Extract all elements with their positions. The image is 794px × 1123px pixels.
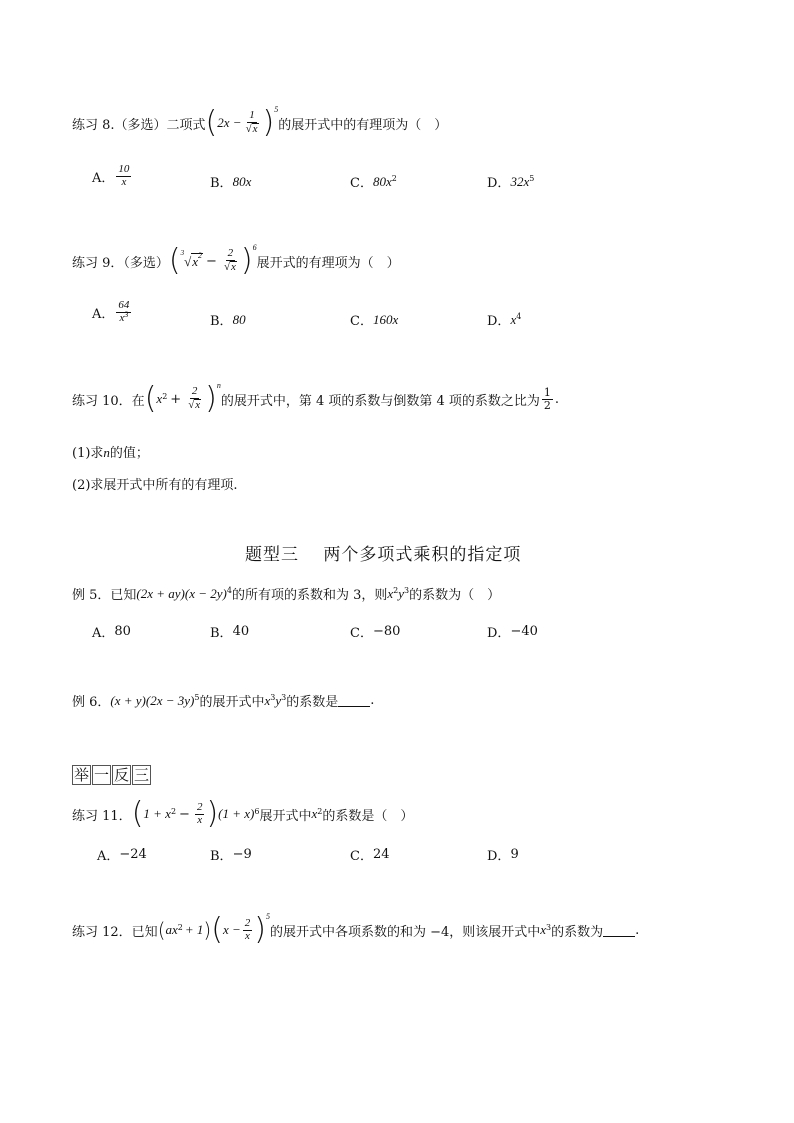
exercise-11-tail: 的系数是（ ） xyxy=(322,808,414,824)
root-body: x xyxy=(192,253,199,269)
expr-a-sup: 2 xyxy=(177,922,183,932)
option-letter: C． xyxy=(350,626,373,641)
ratio-fraction xyxy=(542,387,553,411)
fraction-numerator: 2 xyxy=(244,916,251,929)
term-b-sup: 3 xyxy=(404,586,410,595)
option-a[interactable] xyxy=(92,164,133,188)
option-c[interactable] xyxy=(350,310,398,329)
exercise-10-label: 练习 10．在 xyxy=(72,393,145,409)
option-letter: A． xyxy=(92,626,115,641)
sqrt-body: x xyxy=(252,123,258,135)
plus-sign: + xyxy=(170,391,182,407)
period: . xyxy=(370,693,375,708)
option-letter: A． xyxy=(92,306,115,322)
option-text: 80 xyxy=(114,624,131,639)
right-paren: ) xyxy=(205,381,217,416)
expr: (x + y)(2x − 3y) xyxy=(110,692,195,708)
expr-term: 2x − xyxy=(217,115,242,130)
term: x xyxy=(311,806,318,821)
option-letter: D． xyxy=(487,314,511,329)
exercise-11-label: 练习 11． xyxy=(72,808,132,824)
fraction-denominator: √x xyxy=(245,123,258,135)
fraction xyxy=(186,386,203,411)
boxed-char: 一 xyxy=(94,766,110,784)
option-d[interactable] xyxy=(487,172,534,191)
option-text: 24 xyxy=(372,847,390,862)
option-text: 32x xyxy=(510,173,530,189)
left-paren: ( xyxy=(211,912,223,947)
fraction xyxy=(244,110,261,135)
term-b-sup: 3 xyxy=(281,693,287,702)
left-paren: ( xyxy=(205,105,218,140)
exponent: 6 xyxy=(252,242,257,252)
example-6-stem xyxy=(72,691,374,710)
boxed-char: 举 xyxy=(74,766,90,784)
example-6-label: 例 6． xyxy=(72,695,111,710)
fraction-numerator: 10 xyxy=(118,163,130,175)
term-sup: 2 xyxy=(317,806,323,816)
option-letter: D． xyxy=(487,849,511,864)
expr-sup: 2 xyxy=(170,806,177,816)
fraction-numerator: 2 xyxy=(191,385,198,398)
option-text: 80x xyxy=(372,173,392,189)
exercise-12-tail: 的系数为 xyxy=(551,924,604,940)
boxed-char: 反 xyxy=(114,766,130,784)
exercise-10-q2: (2)求展开式中所有的有理项. xyxy=(72,478,238,493)
period: . xyxy=(554,391,560,407)
q1-suffix: 的值； xyxy=(109,446,149,461)
expr-a: ax xyxy=(165,922,178,937)
exercise-12-stem xyxy=(72,911,640,947)
sqrt-body: x xyxy=(195,399,201,411)
example-5-mid: 的所有项的系数和为 3，则 xyxy=(231,588,388,603)
example-6-mid: 的展开式中 xyxy=(199,695,265,710)
option-d[interactable] xyxy=(487,845,519,864)
option-a[interactable] xyxy=(92,622,131,641)
fraction-denominator: x xyxy=(245,929,250,942)
expr-a-tail: + 1 xyxy=(184,922,204,937)
fraction-denominator: x xyxy=(197,813,203,826)
exercise-8-tail: 的展开式中的有理项为（ ） xyxy=(278,117,448,133)
right-paren: ) xyxy=(203,918,212,942)
minus-sign: − xyxy=(179,806,190,822)
option-sup: 2 xyxy=(391,174,397,183)
root-index: 3 xyxy=(180,248,185,257)
fraction xyxy=(222,248,239,273)
exercise-11-mid: 展开式中 xyxy=(259,808,312,824)
fraction-denominator: √x xyxy=(188,399,201,411)
fraction xyxy=(116,300,131,324)
q1-prefix: (1)求 xyxy=(72,446,104,461)
option-text: −24 xyxy=(119,847,147,862)
option-text: −40 xyxy=(510,624,538,639)
example-5-tail: 的系数为（ ） xyxy=(409,588,501,603)
term-b: y xyxy=(398,585,405,601)
term-a: x xyxy=(264,692,271,708)
option-c[interactable] xyxy=(350,845,390,864)
fraction-numerator: 1 xyxy=(543,385,551,399)
exercise-12-mid: 的展开式中各项系数的和为 −4，则该展开式中 xyxy=(269,924,541,940)
option-text: 80x xyxy=(232,173,252,189)
sqrt-body: x xyxy=(231,261,236,273)
exponent: 5 xyxy=(194,693,200,702)
option-letter: D． xyxy=(487,176,511,191)
q1-variable: n xyxy=(103,445,110,460)
option-c[interactable] xyxy=(350,172,397,191)
option-letter: B． xyxy=(210,176,233,191)
fraction xyxy=(116,164,131,188)
fraction-numerator: 64 xyxy=(118,299,130,311)
cube-root: $^3√x^2$ xyxy=(180,248,203,269)
option-letter: A． xyxy=(97,849,120,864)
option-a[interactable] xyxy=(97,845,147,864)
term-sup: 3 xyxy=(546,922,552,932)
option-sup: 4 xyxy=(516,312,522,321)
exercise-10-stem xyxy=(72,380,560,416)
fraction-numerator: 2 xyxy=(227,247,234,260)
option-letter: B． xyxy=(210,849,233,864)
option-letter: C． xyxy=(350,314,373,329)
left-paren: ( xyxy=(168,243,181,278)
exponent: 6 xyxy=(254,806,260,816)
exercise-8-stem xyxy=(72,104,448,140)
option-letter: B． xyxy=(210,314,233,329)
option-letter: B． xyxy=(210,626,233,641)
example-5-stem xyxy=(72,584,500,603)
expr: (2x + ay)(x − 2y) xyxy=(136,585,227,601)
exponent: 5 xyxy=(274,104,279,114)
expr-b: x − xyxy=(222,922,241,937)
option-text: 80 xyxy=(232,311,246,327)
option-text: −80 xyxy=(372,624,401,639)
option-text: 40 xyxy=(232,624,250,639)
fraction-denominator: √x xyxy=(223,261,236,273)
exercise-10-tail: 的展开式中，第 4 项的系数与倒数第 4 项的系数之比为 xyxy=(220,393,540,409)
fraction-numerator: 1 xyxy=(249,109,255,122)
right-paren: ) xyxy=(206,796,219,831)
practice-label xyxy=(72,764,152,785)
denominator-base: x xyxy=(119,311,125,324)
term-b: y xyxy=(275,692,282,708)
option-d[interactable] xyxy=(487,622,538,641)
fraction xyxy=(195,802,205,826)
exercise-8-label: 练习 8.（多选）二项式 xyxy=(72,117,206,133)
fraction-denominator: 2 xyxy=(543,398,551,412)
exponent: n xyxy=(216,380,221,390)
option-text: 160x xyxy=(372,311,399,327)
fraction-denominator xyxy=(117,309,130,325)
option-text: −9 xyxy=(232,847,252,862)
option-sup: 5 xyxy=(529,174,535,183)
term-a-sup: 2 xyxy=(393,586,399,595)
boxed-char: 三 xyxy=(134,766,150,784)
option-a[interactable] xyxy=(92,300,133,324)
denominator-sup: 3 xyxy=(124,309,129,319)
option-letter: C． xyxy=(350,849,373,864)
option-letter: A． xyxy=(92,170,115,186)
left-paren: ( xyxy=(144,381,157,416)
exercise-9-label: 练习 9．（多选） xyxy=(72,255,169,271)
answer-blank[interactable] xyxy=(603,924,635,937)
option-b[interactable] xyxy=(210,310,246,329)
option-b[interactable] xyxy=(210,845,252,864)
exercise-11-stem xyxy=(72,796,414,831)
option-letter: D． xyxy=(487,626,511,641)
term-a-sup: 3 xyxy=(270,693,276,702)
term: x xyxy=(540,922,547,937)
left-paren: ( xyxy=(157,918,166,942)
option-c[interactable] xyxy=(350,622,400,641)
right-paren: ) xyxy=(254,912,266,947)
fraction-numerator: 2 xyxy=(196,800,203,813)
exponent: 5 xyxy=(265,911,270,921)
left-paren: ( xyxy=(131,796,144,831)
expr-sup: 2 xyxy=(162,391,168,401)
answer-blank[interactable] xyxy=(338,694,370,707)
right-paren: ) xyxy=(262,105,275,140)
exercise-9-stem xyxy=(72,242,400,278)
fraction-denominator: x xyxy=(121,175,127,188)
period: . xyxy=(635,922,640,938)
term-a: x xyxy=(387,585,394,601)
root-sup: 2 xyxy=(198,250,203,260)
right-paren: ) xyxy=(240,243,253,278)
example-5-label: 例 5．已知 xyxy=(72,588,137,603)
exponent: 4 xyxy=(226,586,232,595)
exercise-10-q1 xyxy=(72,442,149,461)
option-b[interactable] xyxy=(210,622,249,641)
section-title: 题型三 两个多项式乘积的指定项 xyxy=(245,545,522,565)
expr-term: x xyxy=(156,391,163,406)
example-6-tail: 的系数是 xyxy=(286,695,339,710)
option-text: x xyxy=(510,311,517,327)
expr-term: 1 + x xyxy=(143,806,171,821)
fraction xyxy=(243,918,253,942)
option-letter: C． xyxy=(350,176,373,191)
option-text: 9 xyxy=(510,847,519,862)
option-d[interactable] xyxy=(487,310,521,329)
option-b[interactable] xyxy=(210,172,251,191)
exercise-9-tail: 展开式的有理项为（ ） xyxy=(256,255,400,271)
minus-sign: − xyxy=(206,253,217,269)
exercise-12-label: 练习 12．已知 xyxy=(72,924,158,940)
expr-b: (1 + x) xyxy=(218,806,255,821)
